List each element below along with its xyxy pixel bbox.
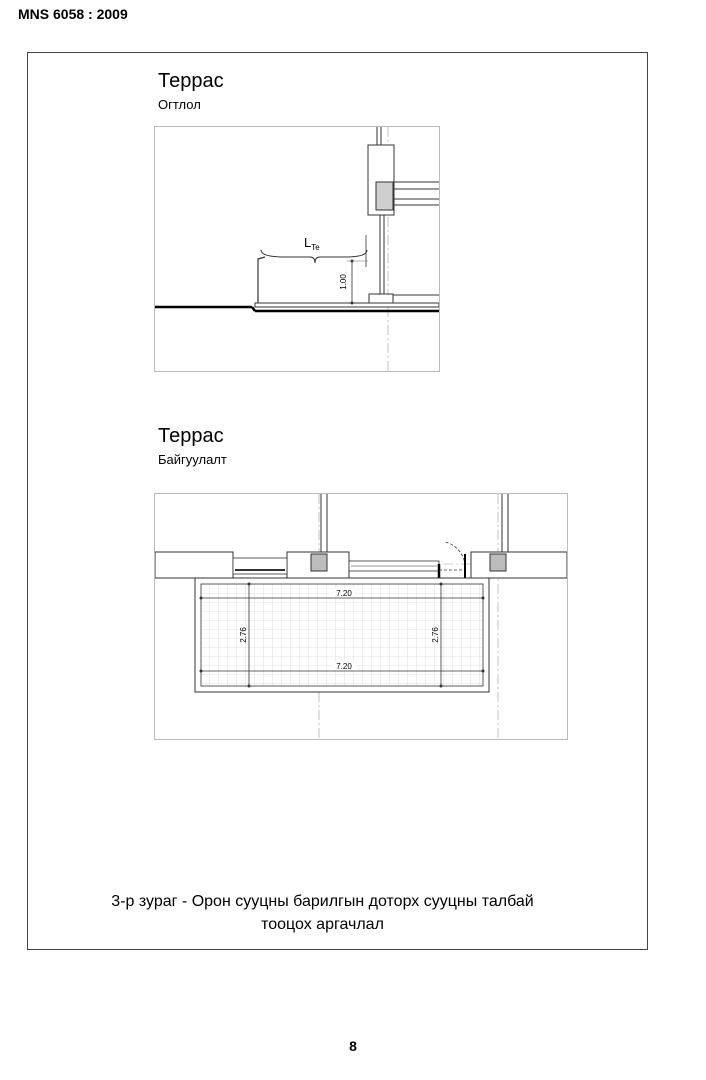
- figure-caption-line1: 3-р зураг - Орон сууцны барилгын доторх сууцны талбай: [111, 893, 534, 910]
- section1-subtitle: Огтлол: [158, 97, 201, 112]
- section1-title: Террас: [158, 70, 224, 92]
- width-dim-bottom: 7.20: [336, 662, 352, 671]
- width-dim-top: 7.20: [336, 589, 352, 598]
- height-dim-label: 1.00: [339, 274, 348, 290]
- figure-caption-line2: тооцох аргачлал: [261, 916, 384, 933]
- concrete-block: [376, 182, 393, 210]
- exterior-wall: [155, 552, 233, 578]
- concrete-block: [311, 554, 327, 571]
- page-number: 8: [349, 1038, 357, 1054]
- window: [233, 558, 287, 574]
- section2-subtitle: Байгуулалт: [158, 452, 227, 467]
- depth-dim-left: 2.76: [239, 627, 248, 643]
- section-drawing: [154, 126, 440, 372]
- depth-dim-right: 2.76: [431, 627, 440, 643]
- standard-code: MNS 6058 : 2009: [18, 6, 128, 22]
- railing: [258, 257, 265, 303]
- section2-title: Террас: [158, 425, 224, 447]
- plan-drawing: [154, 493, 568, 740]
- door-swing: [439, 542, 465, 570]
- length-label: $L_{Te}$: [304, 235, 320, 252]
